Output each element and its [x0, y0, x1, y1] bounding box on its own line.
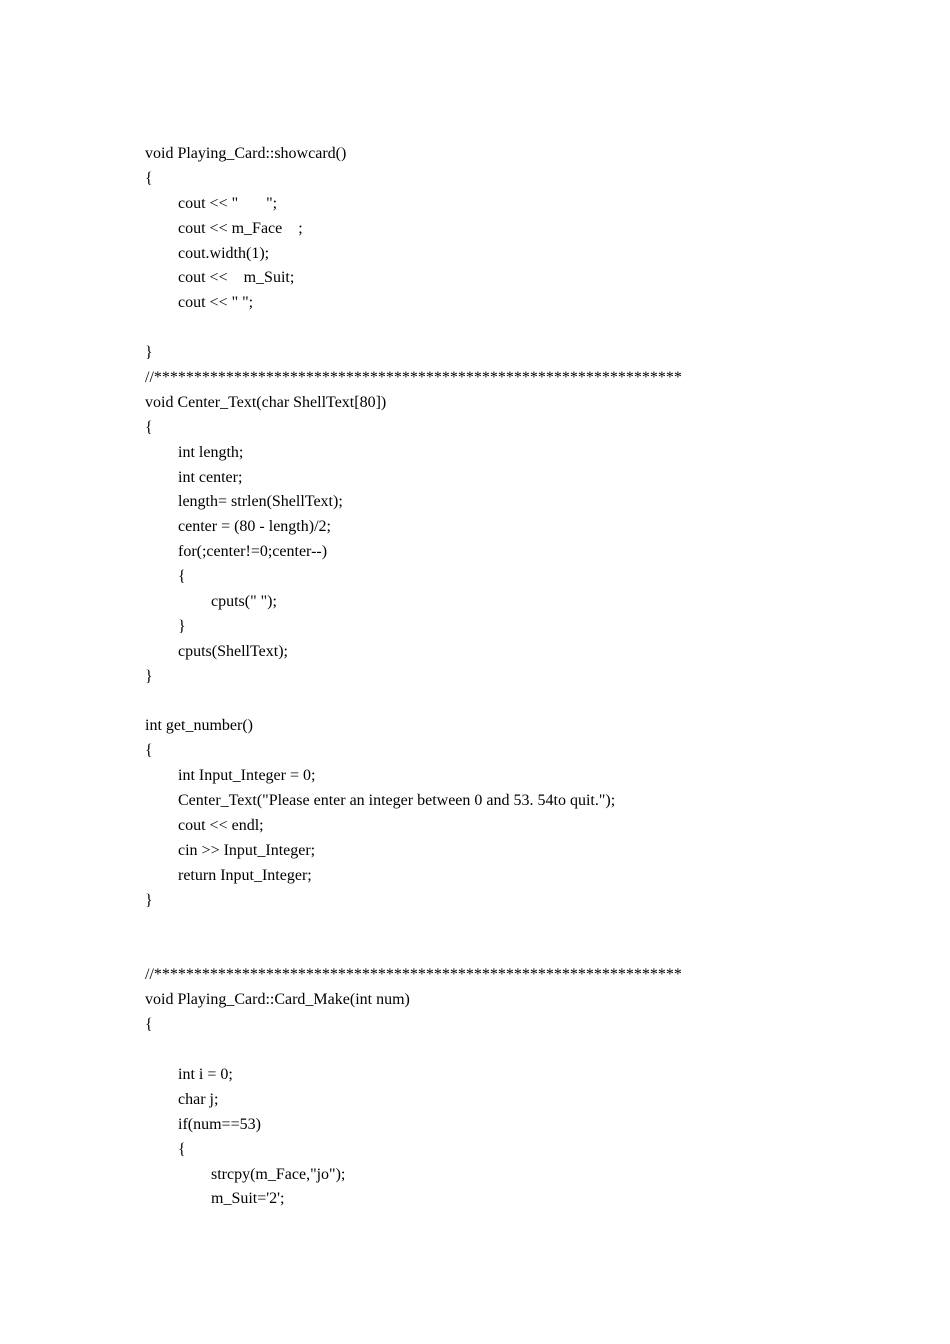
- blank-line: [145, 1038, 682, 1063]
- code-line: cputs(" ");: [211, 593, 277, 611]
- code-line: return Input_Integer;: [178, 866, 312, 884]
- code-line: {: [145, 742, 153, 760]
- code-line: }: [145, 891, 153, 909]
- code-line: {: [145, 169, 153, 187]
- code-line: int Input_Integer = 0;: [178, 767, 316, 785]
- code-line: void Playing_Card::showcard(): [145, 145, 347, 162]
- code-line: cout << m_Face ;: [178, 219, 303, 237]
- code-line: if(num==53): [178, 1115, 261, 1133]
- code-line: void Center_Text(char ShellText[80]): [145, 393, 387, 411]
- code-line: cin >> Input_Integer;: [178, 841, 316, 859]
- code-line: {: [178, 1140, 186, 1158]
- code-line: int center;: [178, 468, 243, 486]
- code-line: length= strlen(ShellText);: [178, 493, 343, 511]
- code-line: cout.width(1);: [178, 244, 270, 262]
- code-line: cout << " ";: [178, 294, 254, 312]
- code-line: Center_Text("Please enter an integer between 0 and 53. 54to quit.");: [178, 792, 616, 810]
- code-line: {: [178, 568, 186, 586]
- code-line: cout << " ";: [178, 194, 278, 212]
- code-line: {: [145, 1016, 153, 1034]
- code-line: }: [145, 344, 153, 362]
- separator-comment: //******************************************************************: [145, 369, 682, 387]
- code-line: for(;center!=0;center--): [178, 543, 328, 561]
- code-line: int length;: [178, 443, 244, 461]
- blank-line: [145, 690, 682, 715]
- code-line: int get_number(): [145, 717, 253, 735]
- code-line: cputs(ShellText);: [178, 642, 288, 660]
- code-line: center = (80 - length)/2;: [178, 518, 331, 536]
- code-line: cout << m_Suit;: [178, 269, 295, 287]
- blank-line: [145, 914, 682, 939]
- code-listing: [145, 142, 682, 1212]
- code-line: {: [145, 418, 153, 436]
- blank-line: [145, 316, 682, 341]
- blank-line: [145, 939, 682, 964]
- separator-comment: //******************************************************************: [145, 966, 682, 984]
- code-line: m_Suit='2';: [211, 1190, 285, 1208]
- code-line: cout << endl;: [178, 817, 264, 835]
- code-line: char j;: [178, 1090, 219, 1108]
- code-line: void Playing_Card::Card_Make(int num): [145, 991, 410, 1009]
- code-line: int i = 0;: [178, 1065, 233, 1083]
- code-line: }: [145, 667, 153, 685]
- code-line: strcpy(m_Face,"jo");: [211, 1165, 346, 1183]
- code-line: }: [178, 617, 186, 635]
